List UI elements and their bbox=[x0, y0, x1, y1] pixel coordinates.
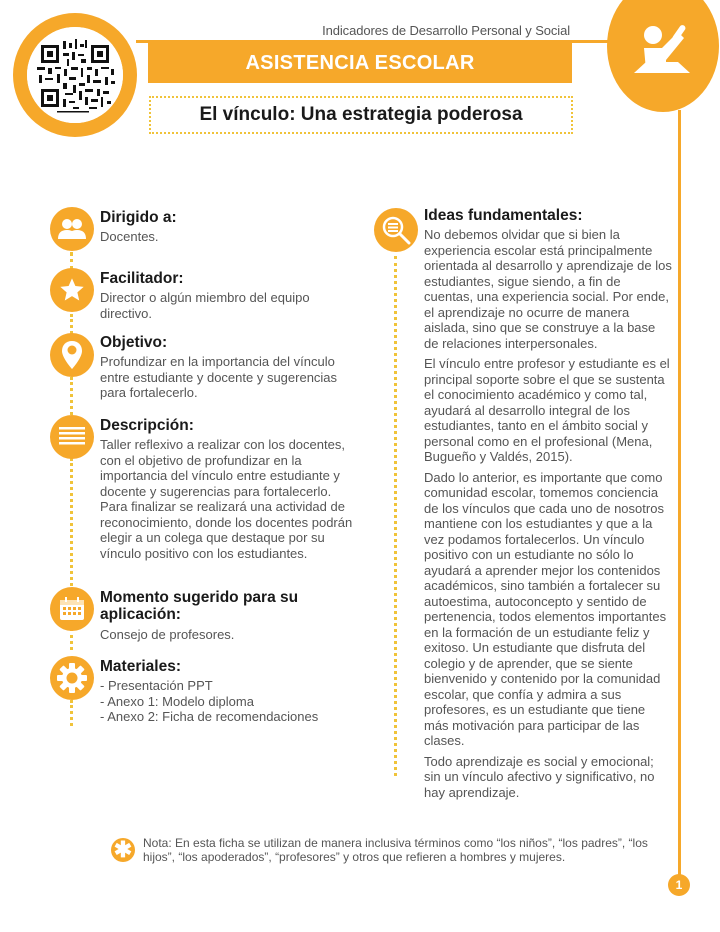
section-title: Facilitador: bbox=[100, 270, 184, 287]
section-title: Objetivo: bbox=[100, 334, 168, 351]
timeline-dots bbox=[70, 458, 73, 586]
section-dirigido bbox=[100, 209, 355, 245]
page-number: 1 bbox=[668, 874, 690, 896]
map-pin-icon bbox=[50, 333, 94, 377]
calendar-icon bbox=[50, 587, 94, 631]
qr-code[interactable] bbox=[27, 27, 123, 123]
section-text: Taller reflexivo a realizar con los docentes, con el objetivo de profundizar en la importancia del vínculo entre estudiante y docente y sugerencias para fortalecerlo. Para finalizar se realizará una actividad de reconocimiento, donde los docentes podrán elegir a un colega que destaque por su vínculo positivo con los estudiantes. bbox=[100, 437, 353, 561]
header-connector bbox=[136, 40, 148, 43]
section-descripcion bbox=[100, 417, 355, 561]
page-title: El vínculo: Una estrategia poderosa bbox=[149, 96, 573, 134]
paragraph: Todo aprendizaje es social y emocional; sin un vínculo afectivo y significativo, no hay aprendizaje. bbox=[424, 753, 655, 800]
section-title: Momento sugerido para su aplicación: bbox=[100, 589, 299, 623]
student-raising-hand-icon bbox=[620, 18, 704, 88]
section-text: Profundizar en la importancia del vínculo entre estudiante y docente y sugerencias para fortalecerlo. bbox=[100, 354, 338, 400]
section-text: Consejo de profesores. bbox=[100, 627, 235, 642]
section-title: Descripción: bbox=[100, 417, 194, 434]
timeline-dots bbox=[70, 377, 73, 415]
timeline-dots bbox=[70, 314, 73, 334]
list-item: - Anexo 1: Modelo diploma bbox=[100, 693, 254, 709]
timeline-dots bbox=[70, 700, 73, 726]
list-item: - Anexo 2: Ficha de recomendaciones bbox=[100, 709, 319, 724]
section-title: Materiales: bbox=[100, 658, 181, 675]
timeline-dots bbox=[70, 628, 73, 650]
section-objetivo bbox=[100, 334, 355, 401]
ideas-body bbox=[424, 227, 672, 800]
paragraph: El vínculo entre profesor y estudiante es el principal soporte sobre el que se sustenta el conocimiento académico y como tal, ayudará al desarrollo integral de los estudiantes, tanto en el ámbito social y personal como en el profesional (Mena, Bugueño y Valdés, 2015). bbox=[424, 356, 670, 464]
page-rule-right bbox=[678, 110, 681, 875]
lines-icon bbox=[50, 415, 94, 459]
asterisk-icon: ✱ bbox=[111, 838, 135, 862]
users-icon bbox=[50, 207, 94, 251]
star-icon bbox=[50, 268, 94, 312]
section-facilitador bbox=[100, 270, 355, 321]
section-ideas bbox=[424, 207, 672, 805]
section-text: Director o algún miembro del equipo directivo. bbox=[100, 290, 310, 321]
document-subtitle: Indicadores de Desarrollo Personal y Social bbox=[322, 23, 570, 38]
list-item: - Presentación PPT bbox=[100, 678, 213, 693]
gear-icon bbox=[50, 656, 94, 700]
section-title: Ideas fundamentales: bbox=[424, 207, 583, 224]
section-title: Dirigido a: bbox=[100, 209, 177, 226]
timeline-dots bbox=[394, 256, 397, 776]
section-text: Docentes. bbox=[100, 229, 159, 244]
qr-code-icon bbox=[27, 27, 123, 123]
inclusive-language-note: Nota: En esta ficha se utilizan de manera inclusiva términos como “los niños”, “los padres”, “los hijos”, “los apoderados”, “profesores” y otros que refieren a hombres y mujeres. bbox=[143, 836, 648, 864]
section-materiales bbox=[100, 658, 355, 725]
magnifier-icon bbox=[374, 208, 418, 252]
paragraph: No debemos olvidar que si bien la experiencia escolar está principalmente orientada al desarrollo y aprendizaje de los estudiantes, sigue siendo, a fin de cuentas, una experiencia social. Por ende, el aprendizaje no ocurre de manera aislada, sino que se construye a la base de relaciones interpersonales. bbox=[424, 227, 672, 351]
materials-list bbox=[100, 678, 355, 725]
section-momento bbox=[100, 589, 355, 643]
category-banner: ASISTENCIA ESCOLAR bbox=[148, 43, 572, 83]
paragraph: Dado lo anterior, es importante que como comunidad escolar, tomemos conciencia de los vínculos que cada uno de nosotros mantiene con los estudiantes y que a la vez podamos fortalecerlos. Un vínculo positivo con un estudiante no sólo lo ayudará a aprender mejor los contenidos académicos, sino también a fortalecer su autoestima, autoconcepto y sentido de pertenencia, todos elementos importantes en la formación de un estudiante feliz y exitoso. Un estudiante que disfruta del colegio y de aprender, que se siente bienvenido y contenido por la comunidad escolar, que confía y admira a sus profesores, es un estudiante que tiene más motivación para participar de las clases. bbox=[424, 469, 667, 748]
